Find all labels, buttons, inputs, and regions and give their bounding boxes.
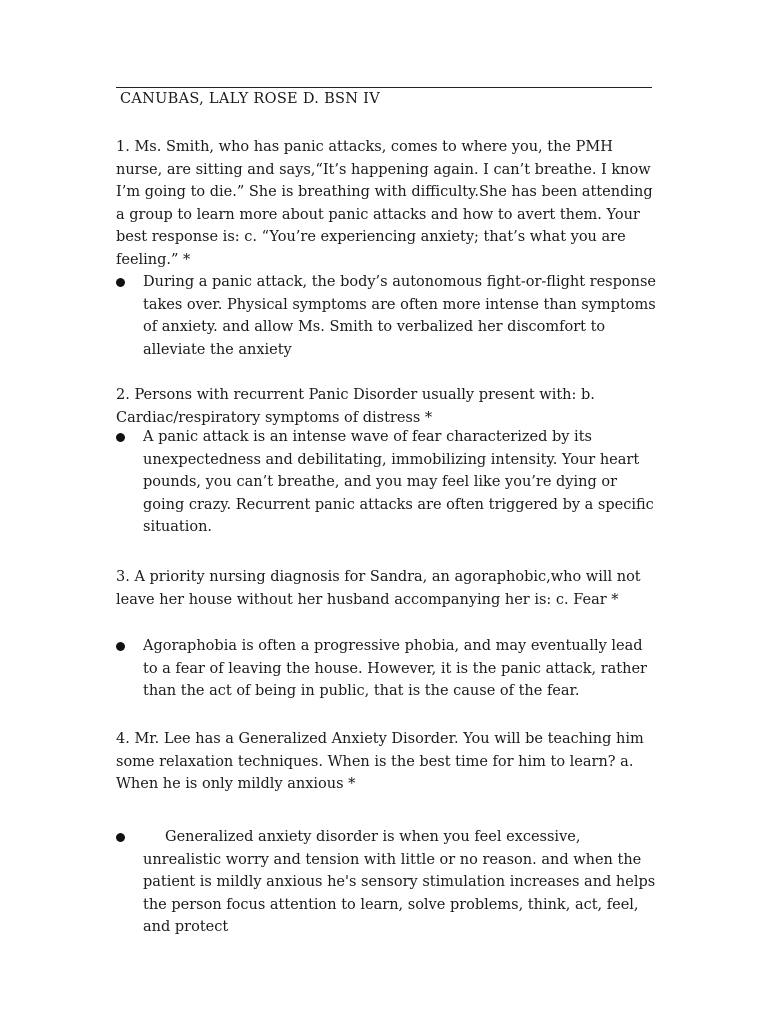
rationale-3-text: Agoraphobia is often a progressive phobia, and may eventually lead to a fear of leaving the house. However, it is the panic attack, rather than the act of being in public, that is the cause of the fear. [143, 638, 647, 699]
rationale-1 [116, 271, 656, 361]
rationale-4-text: Generalized anxiety disorder is when you feel excessive, unrealistic worry and tension with little or no reason. and when the patient is mildly anxious he's sensory stimulation increases and helps the person focus attention to learn, solve problems, think, act, feel, and protect [143, 829, 656, 935]
bullet-icon [116, 433, 125, 442]
bullet-icon [116, 278, 125, 287]
student-name-header: CANUBAS, LALY ROSE D. BSN IV [120, 91, 380, 107]
rationale-2 [116, 426, 656, 535]
bullet-icon [116, 833, 125, 842]
rationale-1-text: During a panic attack, the body’s autonomous fight-or-flight response takes over. Physical symptoms are often more intense than symptoms of anxiety. and allow Ms. Smith to verbalized her discomfort to alleviate the anxiety [143, 274, 656, 358]
rationale-4 [116, 826, 656, 935]
question-4: 4. Mr. Lee has a Generalized Anxiety Disorder. You will be teaching him some relaxation techniques. When is the best time for him to learn? a. When he is only mildly anxious * [116, 731, 644, 792]
question-2: 2. Persons with recurrent Panic Disorder usually present with: b. Cardiac/respiratory symptoms of distress * [116, 387, 595, 426]
question-1: 1. Ms. Smith, who has panic attacks, comes to where you, the PMH nurse, are sitting and says,“It’s happening again. I can’t breathe. I know I’m going to die.” She is breathing with difficulty.She has been attending a group to learn more about panic attacks and how to avert them. Your best response is: c. “You’re experiencing anxiety; that’s what you are feeling.” * [116, 139, 653, 268]
header-rule [116, 87, 652, 88]
bullet-icon [116, 642, 125, 651]
rationale-2-text: A panic attack is an intense wave of fear characterized by its unexpectedness and debilitating, immobilizing intensity. Your heart pounds, you can’t breathe, and you may feel like you’re dying or going crazy. Recurrent panic attacks are often triggered by a specific situation. [143, 429, 654, 535]
question-3: 3. A priority nursing diagnosis for Sandra, an agoraphobic,who will not leave her house without her husband accompanying her is: c. Fear * [116, 569, 641, 608]
rationale-3 [116, 635, 656, 703]
